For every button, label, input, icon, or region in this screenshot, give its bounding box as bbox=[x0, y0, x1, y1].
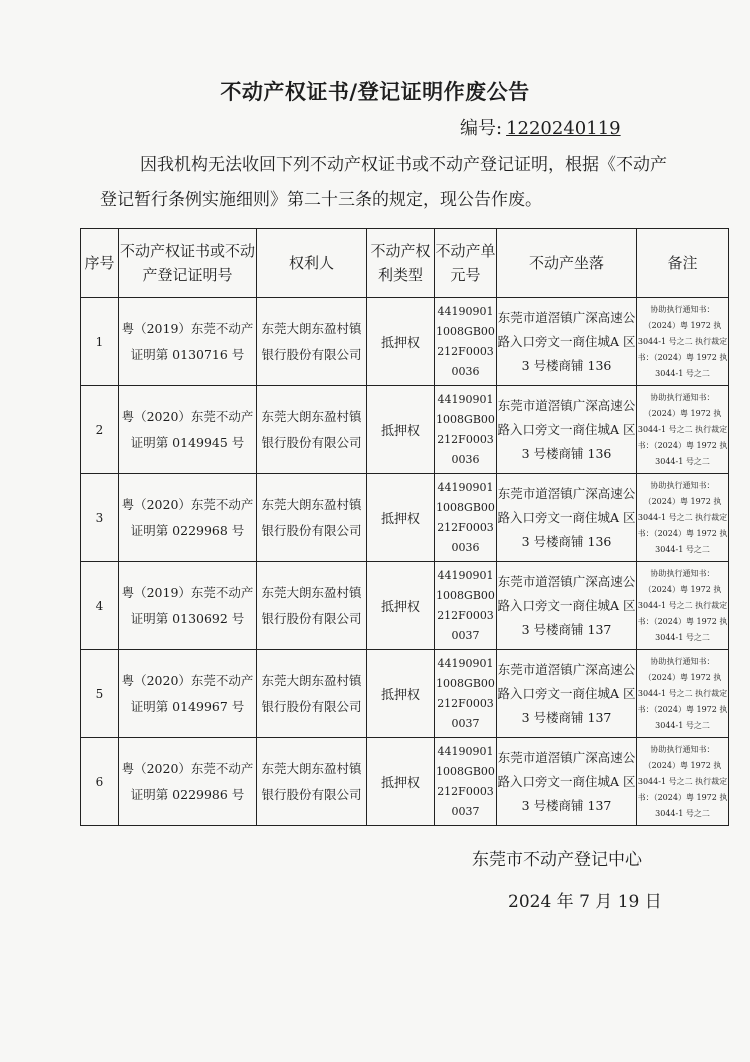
note: 协助执行通知书：（2024）粤 1972 执 3044-1 号之二 执行裁定书：（2024）粤 1972 执 3044-1 号之二 bbox=[637, 650, 729, 738]
right-type: 抵押权 bbox=[367, 738, 435, 826]
right-type: 抵押权 bbox=[367, 562, 435, 650]
owner: 东莞大朗东盈村镇银行股份有限公司 bbox=[257, 474, 367, 562]
row-number: 5 bbox=[81, 650, 119, 738]
cert-number: 粤（2020）东莞不动产证明第 0149967 号 bbox=[119, 650, 257, 738]
owner: 东莞大朗东盈村镇银行股份有限公司 bbox=[257, 738, 367, 826]
cert-number: 粤（2020）东莞不动产证明第 0229968 号 bbox=[119, 474, 257, 562]
right-type: 抵押权 bbox=[367, 298, 435, 386]
header-type: 不动产权利类型 bbox=[367, 229, 435, 298]
row-number: 4 bbox=[81, 562, 119, 650]
header-location: 不动产坐落 bbox=[497, 229, 637, 298]
header-no: 序号 bbox=[81, 229, 119, 298]
right-type: 抵押权 bbox=[367, 474, 435, 562]
location: 东莞市道滘镇广深高速公路入口旁文一商住城A 区 3 号楼商铺 137 bbox=[497, 738, 637, 826]
cert-number: 粤（2020）东莞不动产证明第 0149945 号 bbox=[119, 386, 257, 474]
unit-number: 441909011008GB00212F00030036 bbox=[435, 474, 497, 562]
location: 东莞市道滘镇广深高速公路入口旁文一商住城A 区 3 号楼商铺 137 bbox=[497, 562, 637, 650]
owner: 东莞大朗东盈村镇银行股份有限公司 bbox=[257, 650, 367, 738]
unit-number: 441909011008GB00212F00030036 bbox=[435, 386, 497, 474]
table-header-row bbox=[81, 229, 729, 298]
issue-date: 2024 年 7 月 19 日 bbox=[508, 892, 662, 912]
certificate-table bbox=[80, 228, 729, 826]
notice-paragraph: 因我机构无法收回下列不动产权证书或不动产登记证明，根据《不动产登记暂行条例实施细则》第二十三条的规定，现公告作废。 bbox=[100, 155, 667, 210]
cert-number: 粤（2019）东莞不动产证明第 0130692 号 bbox=[119, 562, 257, 650]
unit-number: 441909011008GB00212F00030037 bbox=[435, 562, 497, 650]
location: 东莞市道滘镇广深高速公路入口旁文一商住城A 区 3 号楼商铺 136 bbox=[497, 474, 637, 562]
note: 协助执行通知书：（2024）粤 1972 执 3044-1 号之二 执行裁定书：（2024）粤 1972 执 3044-1 号之二 bbox=[637, 562, 729, 650]
owner: 东莞大朗东盈村镇银行股份有限公司 bbox=[257, 386, 367, 474]
location: 东莞市道滘镇广深高速公路入口旁文一商住城A 区 3 号楼商铺 137 bbox=[497, 650, 637, 738]
table-row bbox=[81, 562, 729, 650]
row-number: 6 bbox=[81, 738, 119, 826]
note: 协助执行通知书：（2024）粤 1972 执 3044-1 号之二 执行裁定书：（2024）粤 1972 执 3044-1 号之二 bbox=[637, 298, 729, 386]
owner: 东莞大朗东盈村镇银行股份有限公司 bbox=[257, 298, 367, 386]
document-number bbox=[460, 114, 621, 140]
unit-number: 441909011008GB00212F00030037 bbox=[435, 738, 497, 826]
notice-title: 不动产权证书/登记证明作废公告 bbox=[220, 80, 530, 104]
owner: 东莞大朗东盈村镇银行股份有限公司 bbox=[257, 562, 367, 650]
note: 协助执行通知书：（2024）粤 1972 执 3044-1 号之二 执行裁定书：（2024）粤 1972 执 3044-1 号之二 bbox=[637, 474, 729, 562]
header-note: 备注 bbox=[637, 229, 729, 298]
row-number: 3 bbox=[81, 474, 119, 562]
header-cert: 不动产权证书或不动产登记证明号 bbox=[119, 229, 257, 298]
unit-number: 441909011008GB00212F00030036 bbox=[435, 298, 497, 386]
location: 东莞市道滘镇广深高速公路入口旁文一商住城A 区 3 号楼商铺 136 bbox=[497, 386, 637, 474]
issuer-signature: 东莞市不动产登记中心 bbox=[472, 850, 642, 870]
row-number: 1 bbox=[81, 298, 119, 386]
header-unit: 不动产单元号 bbox=[435, 229, 497, 298]
right-type: 抵押权 bbox=[367, 386, 435, 474]
table-row bbox=[81, 650, 729, 738]
unit-number: 441909011008GB00212F00030037 bbox=[435, 650, 497, 738]
cert-number: 粤（2020）东莞不动产证明第 0229986 号 bbox=[119, 738, 257, 826]
table-row bbox=[81, 298, 729, 386]
table-row bbox=[81, 738, 729, 826]
row-number: 2 bbox=[81, 386, 119, 474]
document-number-value: 1220240119 bbox=[506, 118, 621, 139]
location: 东莞市道滘镇广深高速公路入口旁文一商住城A 区 3 号楼商铺 136 bbox=[497, 298, 637, 386]
table-row bbox=[81, 386, 729, 474]
cert-number: 粤（2019）东莞不动产证明第 0130716 号 bbox=[119, 298, 257, 386]
table-row bbox=[81, 474, 729, 562]
right-type: 抵押权 bbox=[367, 650, 435, 738]
note: 协助执行通知书：（2024）粤 1972 执 3044-1 号之二 执行裁定书：（2024）粤 1972 执 3044-1 号之二 bbox=[637, 386, 729, 474]
header-owner: 权利人 bbox=[257, 229, 367, 298]
note: 协助执行通知书：（2024）粤 1972 执 3044-1 号之二 执行裁定书：（2024）粤 1972 执 3044-1 号之二 bbox=[637, 738, 729, 826]
document-number-label: 编号: bbox=[460, 118, 503, 139]
